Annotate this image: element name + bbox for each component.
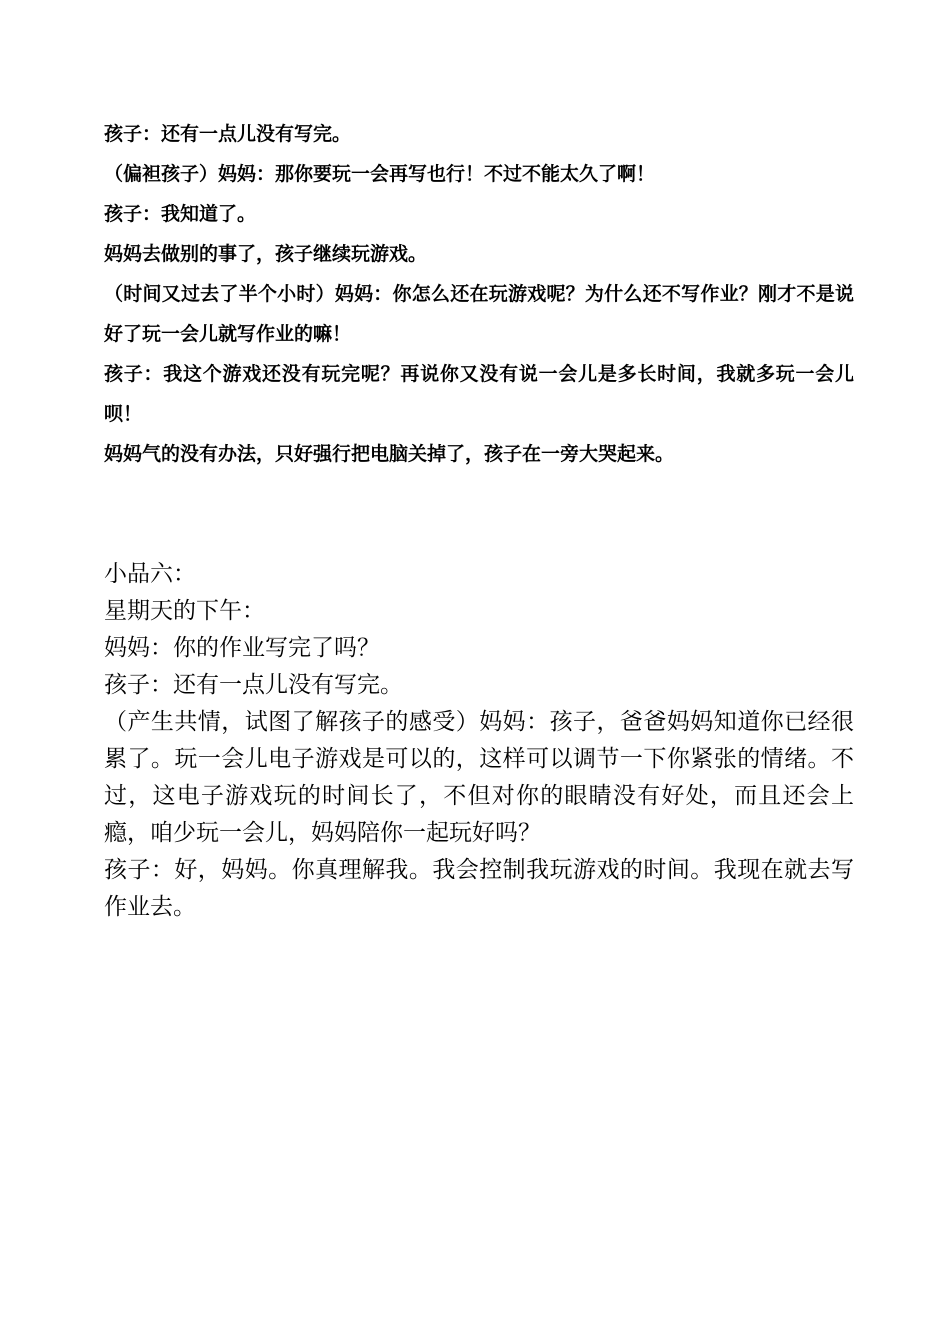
dialogue-line: 孩子：还有一点儿没有写完。 <box>104 123 352 145</box>
dialogue-paragraph: 孩子：我这个游戏还没有玩完呢？再说你又没有说一会儿是多长时间，我就多玩一会儿呗！ <box>104 363 854 425</box>
scene-line: 星期天的下午： <box>104 598 265 624</box>
dialogue-line: 妈妈：你的作业写完了吗？ <box>104 635 380 661</box>
skit-heading: 小品六： <box>104 561 196 587</box>
dialogue-line: 孩子：我知道了。 <box>104 203 257 225</box>
dialogue-paragraph: 孩子：好，妈妈。你真理解我。我会控制我玩游戏的时间。我现在就去写作业去。 <box>104 857 854 920</box>
skit-five-continuation <box>104 114 854 474</box>
dialogue-line: 孩子：还有一点儿没有写完。 <box>104 672 403 698</box>
skit-six <box>104 556 854 926</box>
dialogue-paragraph: （产生共情，试图了解孩子的感受）妈妈：孩子，爸爸妈妈知道你已经很累了。玩一会儿电子游戏是可以的，这样可以调节一下你紧张的情绪。不过，这电子游戏玩的时间长了，不但对你的眼睛没有好处，而且还会上瘾，咱少玩一会儿，妈妈陪你一起玩好吗？ <box>104 709 854 846</box>
narration-line: 妈妈气的没有办法，只好强行把电脑关掉了，孩子在一旁大哭起来。 <box>104 443 675 465</box>
dialogue-paragraph: （时间又过去了半个小时）妈妈：你怎么还在玩游戏呢？为什么还不写作业？刚才不是说好了玩一会儿就写作业的嘛！ <box>104 283 854 345</box>
narration-line: 妈妈去做别的事了，孩子继续玩游戏。 <box>104 243 428 265</box>
dialogue-line: （偏袒孩子）妈妈：那你要玩一会再写也行！不过不能太久了啊！ <box>104 163 656 185</box>
